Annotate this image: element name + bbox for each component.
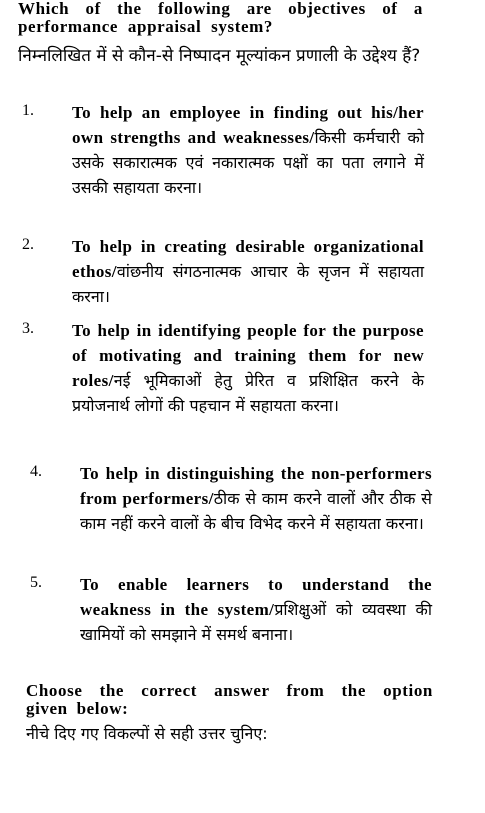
statement-hindi: ठीक से काम करने वालों और ठीक से काम नहीं करने वालों के बीच विभेद करने में सहायता करना। <box>80 489 432 533</box>
statement-number: 1. <box>22 102 34 119</box>
instruction-english: Choose the correct answer from the option given below: <box>26 681 433 718</box>
statement-text <box>80 461 432 536</box>
statement-english: To help in identifying people for the purpose of motivating and training them for new roles/ <box>72 321 424 390</box>
statement-number: 5. <box>30 574 42 591</box>
statement-text <box>72 318 424 418</box>
statement-text <box>80 572 432 647</box>
statement-english: To enable learners to understand the weakness in the system/ <box>80 575 432 619</box>
statement-number: 3. <box>22 320 34 337</box>
statement-hindi: वांछनीय संगठनात्मक आचार के सृजन में सहायता करना। <box>72 262 424 306</box>
statement-text <box>72 234 424 309</box>
statement-hindi: नई भूमिकाओं हेतु प्रेरित व प्रशिक्षित करने के प्रयोजनार्थ लोगों की पहचान में सहायता करना। <box>72 371 424 415</box>
statement-hindi: किसी कर्मचारी को उसके सकारात्मक एवं नकारात्मक पक्षों का पता लगाने में उसकी सहायता करना। <box>72 128 424 197</box>
question-text-english: Which of the following are objectives of a performance appraisal system? <box>18 0 423 36</box>
statement-hindi: प्रशिक्षुओं को व्यवस्था की खामियों को समझाने में समर्थ बनाना। <box>80 600 432 644</box>
statement-english: To help in creating desirable organizational ethos/ <box>72 237 424 281</box>
instruction-hindi: नीचे दिए गए विकल्पों से सही उत्तर चुनिए: <box>26 724 268 743</box>
statement-number: 4. <box>30 463 42 480</box>
statement-english: To help in distinguishing the non-performers from performers/ <box>80 464 432 508</box>
question-text-hindi: निम्नलिखित में से कौन-से निष्पादन मूल्यांकन प्रणाली के उद्देश्य हैं? <box>18 46 421 66</box>
statement-number: 2. <box>22 236 34 253</box>
statement-text <box>72 100 424 200</box>
statement-english: To help an employee in finding out his/her own strengths and weaknesses/ <box>72 103 424 147</box>
